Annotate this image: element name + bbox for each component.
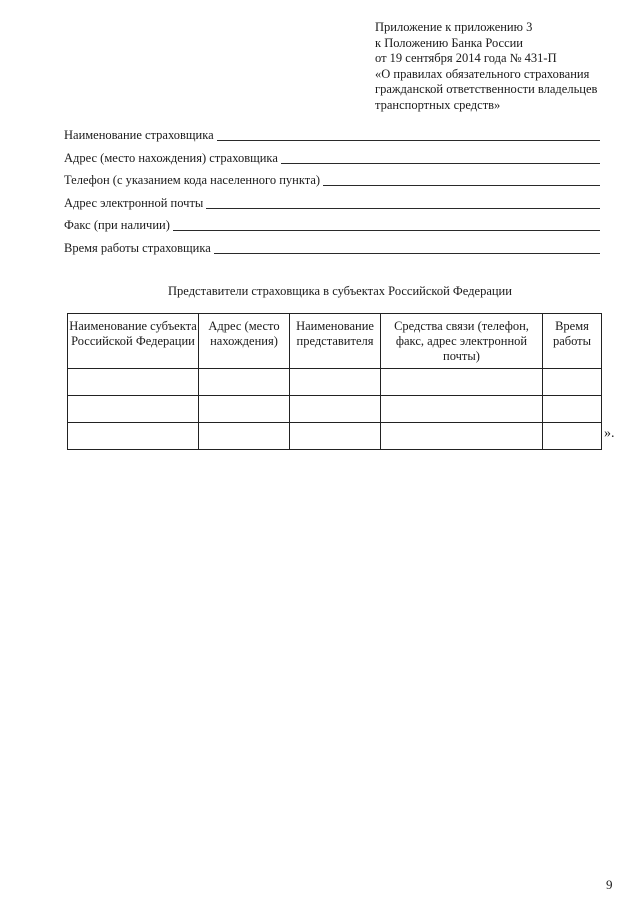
table-cell[interactable] bbox=[68, 396, 199, 423]
fill-in-line[interactable] bbox=[323, 172, 600, 186]
header-line: от 19 сентября 2014 года № 431-П bbox=[375, 51, 557, 65]
table-cell[interactable] bbox=[543, 396, 602, 423]
table-cell[interactable] bbox=[381, 423, 543, 450]
header-line: Приложение к приложению 3 bbox=[375, 20, 533, 34]
field-label: Адрес электронной почты bbox=[64, 196, 204, 210]
header-line: гражданской ответственности владельцев bbox=[375, 82, 598, 96]
fax-field bbox=[64, 214, 600, 232]
table-cell[interactable] bbox=[290, 369, 381, 396]
table-header-row bbox=[68, 314, 602, 369]
table-row bbox=[68, 396, 602, 423]
representatives-table bbox=[67, 313, 602, 450]
table-cell[interactable] bbox=[199, 423, 290, 450]
header-line: транспортных средств» bbox=[375, 97, 501, 112]
table-cell[interactable] bbox=[199, 396, 290, 423]
insurer-address-field bbox=[64, 147, 600, 165]
table-cell[interactable] bbox=[381, 396, 543, 423]
page-number: 9 bbox=[606, 877, 613, 892]
fill-in-line[interactable] bbox=[217, 127, 600, 141]
header-line: к Положению Банка России bbox=[375, 35, 523, 50]
field-label: Время работы страховщика bbox=[64, 241, 211, 255]
table-cell[interactable] bbox=[543, 423, 602, 450]
phone-field bbox=[64, 169, 600, 187]
table-cell[interactable] bbox=[68, 369, 199, 396]
closing-quote: ». bbox=[604, 426, 615, 441]
fill-in-line[interactable] bbox=[206, 195, 600, 209]
section-title: Представители страховщика в субъектах Российской Федерации bbox=[168, 284, 512, 298]
table-cell[interactable] bbox=[381, 369, 543, 396]
header-line: «О правилах обязательного страхования bbox=[375, 66, 590, 81]
email-field bbox=[64, 192, 600, 210]
document-header bbox=[375, 20, 625, 113]
column-header-representative: Наименование представителя bbox=[290, 314, 381, 369]
table-cell[interactable] bbox=[290, 396, 381, 423]
working-hours-field bbox=[64, 237, 600, 255]
field-label: Телефон (с указанием кода населенного пункта) bbox=[64, 173, 321, 187]
table-cell[interactable] bbox=[199, 369, 290, 396]
column-header-hours: Время работы bbox=[543, 314, 602, 369]
table-row bbox=[68, 369, 602, 396]
table-cell[interactable] bbox=[290, 423, 381, 450]
column-header-region: Наименование субъекта Российской Федерации bbox=[68, 314, 199, 369]
fill-in-line[interactable] bbox=[214, 240, 600, 254]
insurer-name-field bbox=[64, 124, 600, 142]
field-label: Наименование страховщика bbox=[64, 128, 214, 142]
table-row bbox=[68, 423, 602, 450]
fill-in-line[interactable] bbox=[173, 217, 600, 231]
fill-in-line[interactable] bbox=[281, 150, 600, 164]
column-header-address: Адрес (место нахождения) bbox=[199, 314, 290, 369]
column-header-contacts: Средства связи (телефон, факс, адрес электронной почты) bbox=[381, 314, 543, 369]
table-cell[interactable] bbox=[68, 423, 199, 450]
table-cell[interactable] bbox=[543, 369, 602, 396]
field-label: Факс (при наличии) bbox=[64, 218, 170, 232]
field-label: Адрес (место нахождения) страховщика bbox=[64, 151, 278, 165]
